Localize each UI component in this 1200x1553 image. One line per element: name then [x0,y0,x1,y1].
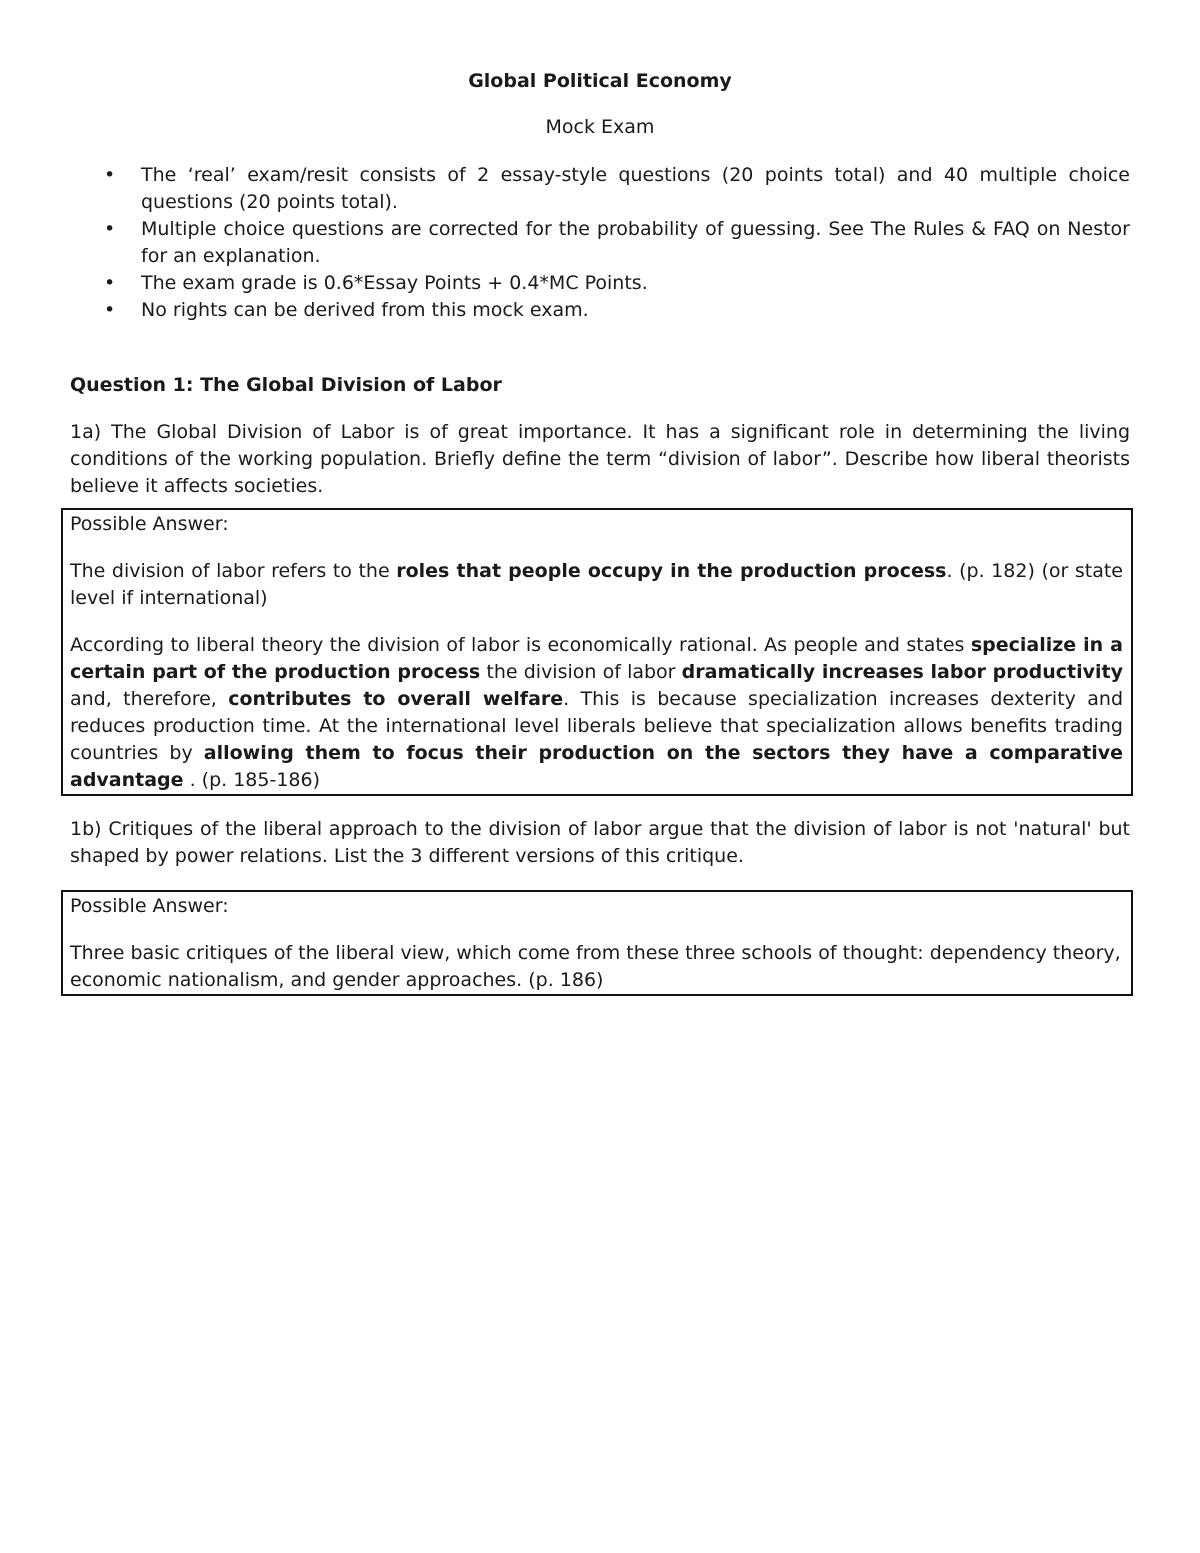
answer-emphasis: roles that people occupy in the production process [396,560,947,582]
answer-emphasis: allowing them to focus their production on the sectors they have a comparative advantage [70,742,1123,791]
page-title: Global Political Economy [468,70,732,92]
bullet-icon: • [104,272,116,294]
answer-emphasis: dramatically increases labor productivity [681,661,1123,683]
answer-label: Possible Answer: [70,895,229,917]
answer-paragraph-critiques: Three basic critiques of the liberal view, which come from these three schools of thought: dependency theory, economic nationalism, and gender approaches. (p. 186) [70,942,1121,991]
answer-emphasis: contributes to overall welfare [228,688,564,710]
answer-text: and, therefore, [70,688,229,710]
list-item [70,297,1130,324]
note-text: The ‘real’ exam/resit consists of 2 essay-style questions (20 points total) and 40 multiple choice questions (20 points total). [141,164,1130,213]
exam-notes-list [70,162,1130,324]
answer-text: According to liberal theory the division of labor is economically rational. As people and states [70,634,971,656]
answer-paragraph-definition [70,558,1131,612]
question-heading: Question 1: The Global Division of Labor [70,374,502,396]
answer-box-1a [61,508,1133,796]
list-item [70,162,1130,216]
answer-text: . (p. 182) (or state level if international) [70,560,1123,609]
list-item [70,216,1130,270]
question-1b-text: 1b) Critiques of the liberal approach to the division of labor argue that the division of labor is not 'natural' but shaped by power relations. List the 3 different versions of this critique. [70,818,1130,867]
document-page [70,68,1130,996]
answer-text: the division of labor [480,661,682,683]
page-subtitle: Mock Exam [545,116,655,138]
answer-text: . This is because specialization increases dexterity and reduces production time. At the international level liberals believe that specialization allows benefits trading countries by [70,688,1124,764]
note-text: No rights can be derived from this mock exam. [141,299,589,321]
note-text: The exam grade is 0.6*Essay Points + 0.4*MC Points. [141,272,648,294]
answer-box-1b [61,890,1133,996]
answer-text: The division of labor refers to the [70,560,397,582]
question-1a-text: 1a) The Global Division of Labor is of great importance. It has a significant role in determining the living conditions of the working population. Briefly define the term “division of labor”. Describe how liberal theorists believe it affects societies. [70,421,1130,497]
answer-paragraph-liberal-theory [70,632,1131,794]
note-text: Multiple choice questions are corrected for the probability of guessing. See The Rules & FAQ on Nestor for an explanation. [141,218,1130,267]
list-item [70,270,1130,297]
bullet-icon: • [104,299,116,321]
bullet-icon: • [104,218,116,240]
answer-label: Possible Answer: [70,513,229,535]
bullet-icon: • [104,164,116,186]
answer-emphasis: specialize in a certain part of the production process [70,634,1123,683]
answer-text: . (p. 185-186) [183,769,321,791]
